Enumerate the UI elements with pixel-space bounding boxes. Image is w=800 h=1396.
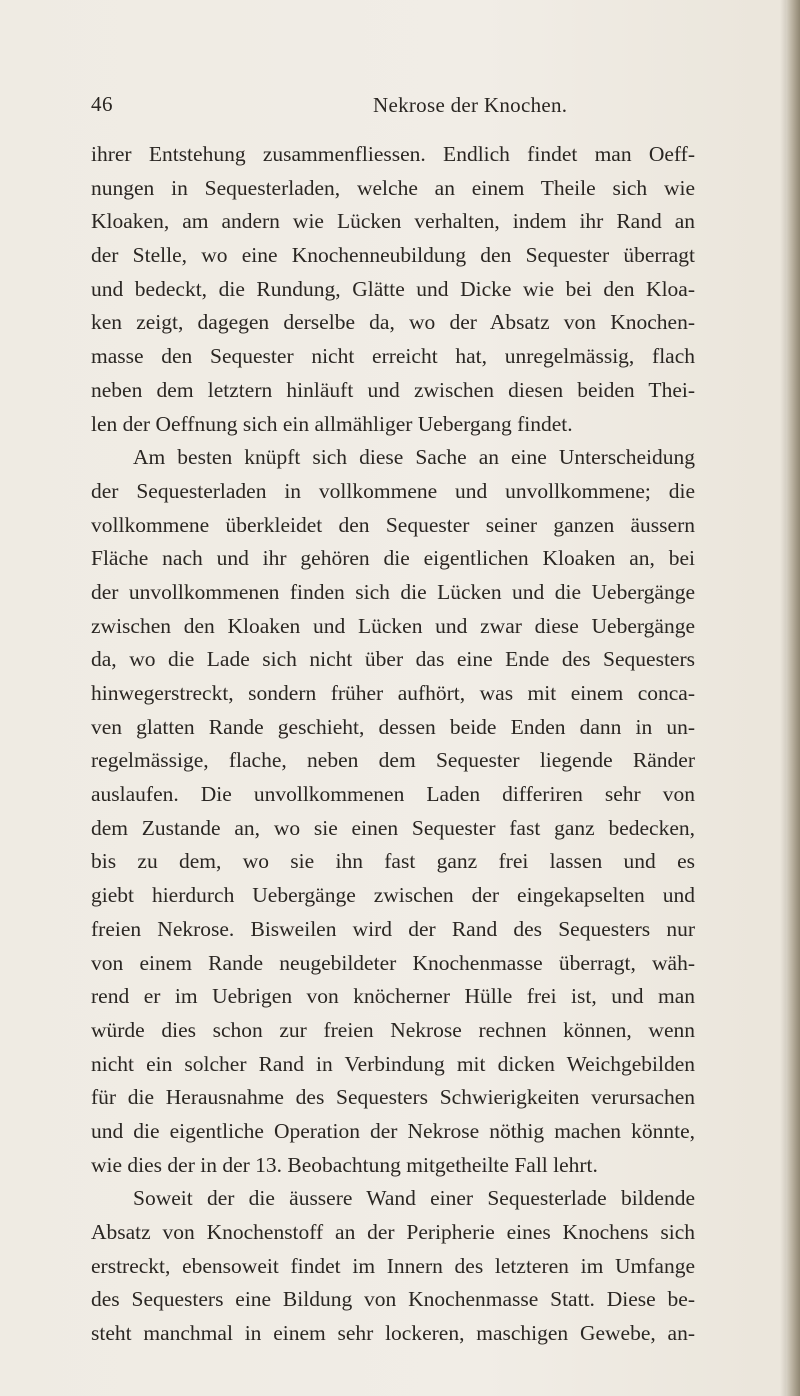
running-title: Nekrose der Knochen.	[373, 93, 568, 117]
text-line: Kloaken, am andern wie Lücken verhalten, indem ihr Rand an	[91, 209, 695, 234]
text-line: und bedeckt, die Rundung, Glätte und Dicke wie bei den Kloa-	[91, 276, 695, 301]
text-line-paragraph-start: Soweit der die äussere Wand einer Sequesterlade bildende	[133, 1186, 695, 1211]
text-line: der Stelle, wo eine Knochenneubildung den Sequester überragt	[91, 243, 695, 268]
text-line: neben dem letztern hinläuft und zwischen diesen beiden Thei-	[91, 377, 695, 402]
text-line: bis zu dem, wo sie ihn fast ganz frei lassen und es	[91, 849, 695, 874]
text-line: steht manchmal in einem sehr lockeren, maschigen Gewebe, an-	[91, 1321, 695, 1346]
text-line: nicht ein solcher Rand in Verbindung mit dicken Weichgebilden	[91, 1051, 695, 1076]
text-line: da, wo die Lade sich nicht über das eine Ende des Sequesters	[91, 647, 695, 672]
text-line: für die Herausnahme des Sequesters Schwierigkeiten verursachen	[91, 1085, 695, 1110]
text-line: der unvollkommenen finden sich die Lücken und die Uebergänge	[91, 579, 695, 604]
text-line: auslaufen. Die unvollkommenen Laden differiren sehr von	[91, 782, 695, 807]
text-line: erstreckt, ebensoweit findet im Innern des letzteren im Umfange	[91, 1253, 695, 1278]
text-line: hinwegerstreckt, sondern früher aufhört, was mit einem conca-	[91, 681, 695, 705]
body-text	[91, 138, 695, 1351]
text-line-paragraph-start: Am besten knüpft sich diese Sache an eine Unterscheidung	[133, 445, 695, 470]
text-line-paragraph-end: len der Oeffnung sich ein allmähliger Uebergang findet.	[91, 411, 573, 436]
text-line: des Sequesters eine Bildung von Knochenmasse Statt. Diese be-	[91, 1287, 695, 1312]
text-line: zwischen den Kloaken und Lücken und zwar diese Uebergänge	[91, 613, 695, 638]
text-line-paragraph-end: wie dies der in der 13. Beobachtung mitgetheilte Fall lehrt.	[91, 1152, 598, 1177]
page-number: 46	[91, 92, 113, 116]
text-line: Absatz von Knochenstoff an der Peripherie eines Knochens sich	[91, 1220, 695, 1244]
text-line: vollkommene überkleidet den Sequester seiner ganzen äussern	[91, 512, 695, 537]
text-line: giebt hierdurch Uebergänge zwischen der eingekapselten und	[91, 883, 695, 908]
text-line: nungen in Sequesterladen, welche an einem Theile sich wie	[91, 175, 695, 200]
text-line: von einem Rande neugebildeter Knochenmasse überragt, wäh-	[91, 950, 695, 975]
text-line: ken zeigt, dagegen derselbe da, wo der Absatz von Knochen-	[91, 310, 695, 335]
page-edge	[786, 0, 800, 1396]
text-line: masse den Sequester nicht erreicht hat, unregelmässig, flach	[91, 344, 695, 369]
text-line: rend er im Uebrigen von knöcherner Hülle frei ist, und man	[91, 984, 695, 1009]
text-line: dem Zustande an, wo sie einen Sequester fast ganz bedecken,	[91, 815, 695, 840]
text-line: ven glatten Rande geschieht, dessen beide Enden dann in un-	[91, 714, 695, 739]
text-line: regelmässige, flache, neben dem Sequester liegende Ränder	[91, 748, 695, 773]
text-line: würde dies schon zur freien Nekrose rechnen können, wenn	[91, 1017, 695, 1042]
text-line: ihrer Entstehung zusammenfliessen. Endlich findet man Oeff-	[91, 142, 695, 166]
text-line: Fläche nach und ihr gehören die eigentlichen Kloaken an, bei	[91, 546, 695, 571]
text-line: und die eigentliche Operation der Nekrose nöthig machen könnte,	[91, 1118, 695, 1143]
text-line: freien Nekrose. Bisweilen wird der Rand des Sequesters nur	[91, 916, 695, 941]
running-head	[91, 92, 691, 122]
text-line: der Sequesterladen in vollkommene und unvollkommene; die	[91, 478, 695, 503]
